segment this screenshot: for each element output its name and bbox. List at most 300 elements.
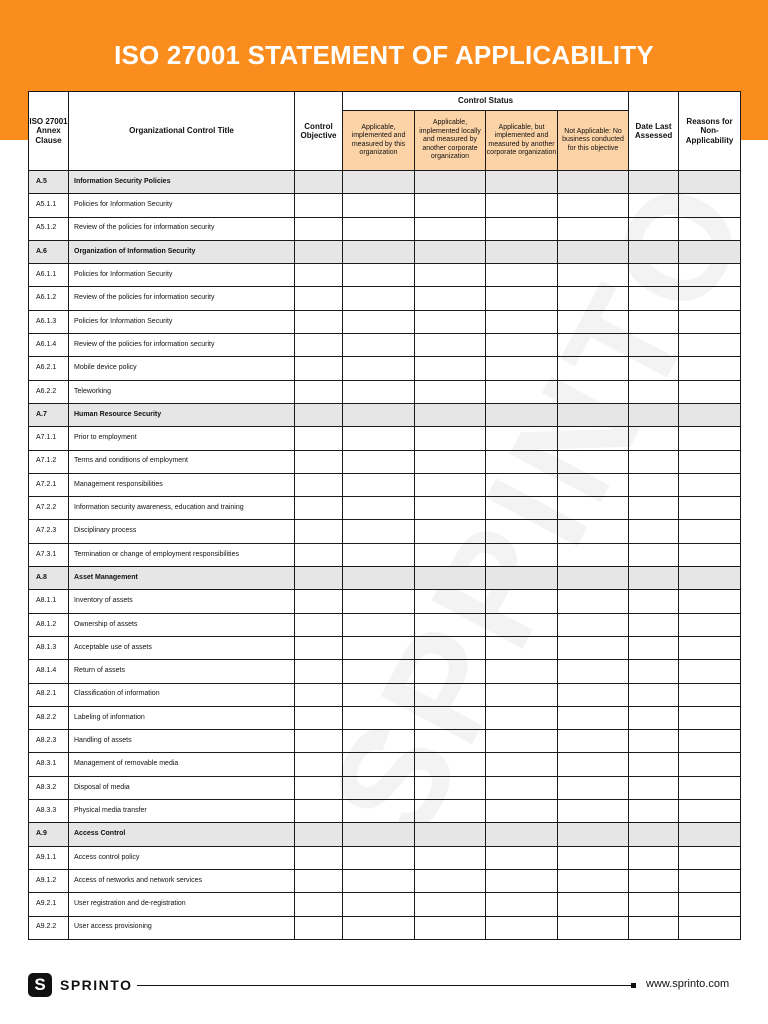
status-4-cell[interactable] [558,264,629,287]
control-title-cell: Policies for Information Security [69,194,295,217]
status-2-cell[interactable] [415,450,486,473]
section-row [29,240,741,263]
status-2-cell[interactable] [415,869,486,892]
reason-cell[interactable] [679,473,741,496]
status-3-cell[interactable] [486,823,558,846]
status-1-cell[interactable] [343,590,415,613]
status-1-cell[interactable] [343,916,415,939]
sprinto-logo: S [28,973,52,997]
status-2-cell[interactable] [415,636,486,659]
date-cell[interactable] [629,334,679,357]
table-row [29,683,741,706]
table-row [29,590,741,613]
status-3-cell[interactable] [486,543,558,566]
control-title-cell: Policies for Information Security [69,264,295,287]
objective-cell[interactable] [295,380,343,403]
objective-cell[interactable] [295,543,343,566]
status-3-cell[interactable] [486,194,558,217]
clause-cell: A7.2.2 [29,497,69,520]
control-title-cell: User registration and de-registration [69,893,295,916]
status-3-cell[interactable] [486,380,558,403]
status-1-cell[interactable] [343,497,415,520]
clause-cell: A.6 [29,240,69,263]
status-2-cell[interactable] [415,427,486,450]
table-row [29,706,741,729]
table-body [29,171,741,940]
date-cell[interactable] [629,171,679,194]
status-3-cell[interactable] [486,240,558,263]
reason-cell[interactable] [679,520,741,543]
status-4-cell[interactable] [558,543,629,566]
status-3-cell[interactable] [486,869,558,892]
status-3-cell[interactable] [486,473,558,496]
reason-cell[interactable] [679,567,741,590]
objective-cell[interactable] [295,869,343,892]
status-3-cell[interactable] [486,660,558,683]
status-2-cell[interactable] [415,753,486,776]
date-cell[interactable] [629,683,679,706]
status-1-cell[interactable] [343,660,415,683]
control-title-cell: Labeling of information [69,706,295,729]
date-cell[interactable] [629,357,679,380]
status-option-4: Not Applicable: No business conducted for this objective [558,111,629,171]
status-4-cell[interactable] [558,683,629,706]
date-cell[interactable] [629,706,679,729]
control-title-cell: Review of the policies for information security [69,287,295,310]
clause-cell: A6.1.2 [29,287,69,310]
clause-cell: A8.2.2 [29,706,69,729]
clause-cell: A5.1.1 [29,194,69,217]
date-cell[interactable] [629,403,679,426]
status-1-cell[interactable] [343,683,415,706]
status-1-cell[interactable] [343,893,415,916]
status-4-cell[interactable] [558,590,629,613]
objective-cell[interactable] [295,310,343,333]
reason-cell[interactable] [679,427,741,450]
status-2-cell[interactable] [415,171,486,194]
reason-cell[interactable] [679,660,741,683]
date-cell[interactable] [629,660,679,683]
objective-cell[interactable] [295,683,343,706]
table-row [29,893,741,916]
clause-cell: A8.1.1 [29,590,69,613]
reason-cell[interactable] [679,543,741,566]
status-1-cell[interactable] [343,543,415,566]
reason-cell[interactable] [679,590,741,613]
status-4-cell[interactable] [558,730,629,753]
reason-cell[interactable] [679,310,741,333]
status-option-1: Applicable, implemented and measured by this organization [343,111,415,171]
status-4-cell[interactable] [558,287,629,310]
status-3-cell[interactable] [486,497,558,520]
status-1-cell[interactable] [343,171,415,194]
status-3-cell[interactable] [486,730,558,753]
date-cell[interactable] [629,240,679,263]
table-row [29,427,741,450]
control-title-cell: Policies for Information Security [69,310,295,333]
status-1-cell[interactable] [343,613,415,636]
objective-cell[interactable] [295,403,343,426]
objective-cell[interactable] [295,636,343,659]
status-4-cell[interactable] [558,706,629,729]
reason-cell[interactable] [679,846,741,869]
status-2-cell[interactable] [415,567,486,590]
status-3-cell[interactable] [486,217,558,240]
status-1-cell[interactable] [343,473,415,496]
status-4-cell[interactable] [558,310,629,333]
status-3-cell[interactable] [486,893,558,916]
status-4-cell[interactable] [558,520,629,543]
status-4-cell[interactable] [558,450,629,473]
objective-cell[interactable] [295,846,343,869]
objective-cell[interactable] [295,334,343,357]
objective-cell[interactable] [295,753,343,776]
date-cell[interactable] [629,613,679,636]
reason-cell[interactable] [679,753,741,776]
control-title-cell: Prior to employment [69,427,295,450]
table-row [29,846,741,869]
control-title-cell: Organization of Information Security [69,240,295,263]
objective-cell[interactable] [295,776,343,799]
control-title-cell: User access provisioning [69,916,295,939]
date-cell[interactable] [629,567,679,590]
reason-cell[interactable] [679,497,741,520]
status-3-cell[interactable] [486,636,558,659]
date-cell[interactable] [629,427,679,450]
control-title-cell: Mobile device policy [69,357,295,380]
clause-cell: A8.1.3 [29,636,69,659]
date-cell[interactable] [629,823,679,846]
section-row [29,823,741,846]
status-1-cell[interactable] [343,776,415,799]
control-title-cell: Return of assets [69,660,295,683]
status-4-cell[interactable] [558,403,629,426]
status-1-cell[interactable] [343,636,415,659]
status-2-cell[interactable] [415,357,486,380]
status-4-cell[interactable] [558,660,629,683]
reason-cell[interactable] [679,613,741,636]
objective-cell[interactable] [295,497,343,520]
header-clause: ISO 27001 Annex Clause [29,92,69,171]
status-1-cell[interactable] [343,800,415,823]
status-2-cell[interactable] [415,334,486,357]
control-title-cell: Acceptable use of assets [69,636,295,659]
status-4-cell[interactable] [558,427,629,450]
objective-cell[interactable] [295,427,343,450]
footer-divider-end [631,983,636,988]
reason-cell[interactable] [679,287,741,310]
objective-cell[interactable] [295,660,343,683]
status-2-cell[interactable] [415,473,486,496]
status-1-cell[interactable] [343,846,415,869]
objective-cell[interactable] [295,287,343,310]
status-1-cell[interactable] [343,706,415,729]
status-1-cell[interactable] [343,450,415,473]
reason-cell[interactable] [679,403,741,426]
date-cell[interactable] [629,473,679,496]
status-3-cell[interactable] [486,427,558,450]
date-cell[interactable] [629,800,679,823]
objective-cell[interactable] [295,730,343,753]
status-1-cell[interactable] [343,869,415,892]
status-4-cell[interactable] [558,846,629,869]
status-2-cell[interactable] [415,683,486,706]
status-4-cell[interactable] [558,869,629,892]
status-4-cell[interactable] [558,613,629,636]
table-row [29,473,741,496]
date-cell[interactable] [629,520,679,543]
objective-cell[interactable] [295,194,343,217]
clause-cell: A6.2.2 [29,380,69,403]
status-2-cell[interactable] [415,240,486,263]
status-1-cell[interactable] [343,310,415,333]
objective-cell[interactable] [295,590,343,613]
date-cell[interactable] [629,590,679,613]
control-title-cell: Management of removable media [69,753,295,776]
objective-cell[interactable] [295,264,343,287]
reason-cell[interactable] [679,264,741,287]
objective-cell[interactable] [295,893,343,916]
date-cell[interactable] [629,217,679,240]
control-title-cell: Classification of information [69,683,295,706]
status-1-cell[interactable] [343,730,415,753]
table-row [29,753,741,776]
date-cell[interactable] [629,380,679,403]
date-cell[interactable] [629,543,679,566]
date-cell[interactable] [629,310,679,333]
objective-cell[interactable] [295,916,343,939]
status-2-cell[interactable] [415,497,486,520]
clause-cell: A7.1.2 [29,450,69,473]
clause-cell: A8.1.4 [29,660,69,683]
clause-cell: A8.3.3 [29,800,69,823]
status-2-cell[interactable] [415,217,486,240]
control-title-cell: Management responsibilities [69,473,295,496]
status-4-cell[interactable] [558,194,629,217]
status-4-cell[interactable] [558,776,629,799]
reason-cell[interactable] [679,869,741,892]
status-4-cell[interactable] [558,217,629,240]
status-3-cell[interactable] [486,613,558,636]
objective-cell[interactable] [295,171,343,194]
status-1-cell[interactable] [343,334,415,357]
table-row [29,543,741,566]
status-2-cell[interactable] [415,520,486,543]
status-2-cell[interactable] [415,194,486,217]
table-row [29,334,741,357]
status-3-cell[interactable] [486,403,558,426]
control-title-cell: Access Control [69,823,295,846]
control-title-cell: Disposal of media [69,776,295,799]
status-4-cell[interactable] [558,753,629,776]
status-4-cell[interactable] [558,916,629,939]
status-3-cell[interactable] [486,916,558,939]
status-2-cell[interactable] [415,730,486,753]
status-1-cell[interactable] [343,264,415,287]
status-1-cell[interactable] [343,567,415,590]
table-row [29,217,741,240]
status-3-cell[interactable] [486,310,558,333]
date-cell[interactable] [629,264,679,287]
date-cell[interactable] [629,497,679,520]
reason-cell[interactable] [679,706,741,729]
date-cell[interactable] [629,287,679,310]
status-3-cell[interactable] [486,334,558,357]
reason-cell[interactable] [679,240,741,263]
clause-cell: A.5 [29,171,69,194]
objective-cell[interactable] [295,520,343,543]
status-3-cell[interactable] [486,567,558,590]
status-2-cell[interactable] [415,310,486,333]
reason-cell[interactable] [679,380,741,403]
clause-cell: A6.1.1 [29,264,69,287]
status-2-cell[interactable] [415,893,486,916]
reason-cell[interactable] [679,636,741,659]
date-cell[interactable] [629,730,679,753]
status-2-cell[interactable] [415,823,486,846]
objective-cell[interactable] [295,800,343,823]
status-1-cell[interactable] [343,240,415,263]
status-3-cell[interactable] [486,800,558,823]
date-cell[interactable] [629,753,679,776]
status-1-cell[interactable] [343,194,415,217]
reason-cell[interactable] [679,893,741,916]
table-row [29,357,741,380]
status-4-cell[interactable] [558,823,629,846]
status-3-cell[interactable] [486,776,558,799]
date-cell[interactable] [629,893,679,916]
status-3-cell[interactable] [486,171,558,194]
reason-cell[interactable] [679,450,741,473]
status-4-cell[interactable] [558,380,629,403]
reason-cell[interactable] [679,171,741,194]
date-cell[interactable] [629,776,679,799]
status-1-cell[interactable] [343,403,415,426]
date-cell[interactable] [629,869,679,892]
status-3-cell[interactable] [486,706,558,729]
status-1-cell[interactable] [343,357,415,380]
reason-cell[interactable] [679,683,741,706]
clause-cell: A8.1.2 [29,613,69,636]
control-title-cell: Termination or change of employment responsibilities [69,543,295,566]
clause-cell: A7.2.1 [29,473,69,496]
status-1-cell[interactable] [343,287,415,310]
control-title-cell: Asset Management [69,567,295,590]
status-4-cell[interactable] [558,567,629,590]
table-row [29,310,741,333]
reason-cell[interactable] [679,730,741,753]
status-4-cell[interactable] [558,334,629,357]
status-2-cell[interactable] [415,776,486,799]
table-row [29,660,741,683]
status-2-cell[interactable] [415,660,486,683]
status-1-cell[interactable] [343,753,415,776]
status-3-cell[interactable] [486,683,558,706]
status-1-cell[interactable] [343,823,415,846]
status-2-cell[interactable] [415,543,486,566]
reason-cell[interactable] [679,194,741,217]
status-3-cell[interactable] [486,590,558,613]
date-cell[interactable] [629,194,679,217]
status-2-cell[interactable] [415,800,486,823]
table-row [29,380,741,403]
date-cell[interactable] [629,636,679,659]
clause-cell: A7.2.3 [29,520,69,543]
status-2-cell[interactable] [415,403,486,426]
table-row [29,916,741,939]
date-cell[interactable] [629,846,679,869]
objective-cell[interactable] [295,357,343,380]
date-cell[interactable] [629,450,679,473]
reason-cell[interactable] [679,800,741,823]
objective-cell[interactable] [295,473,343,496]
reason-cell[interactable] [679,916,741,939]
status-3-cell[interactable] [486,287,558,310]
status-2-cell[interactable] [415,590,486,613]
status-1-cell[interactable] [343,217,415,240]
control-title-cell: Review of the policies for information security [69,334,295,357]
status-3-cell[interactable] [486,520,558,543]
footer-divider [137,985,633,986]
status-4-cell[interactable] [558,800,629,823]
status-2-cell[interactable] [415,613,486,636]
objective-cell[interactable] [295,567,343,590]
objective-cell[interactable] [295,450,343,473]
objective-cell[interactable] [295,706,343,729]
reason-cell[interactable] [679,823,741,846]
clause-cell: A9.1.2 [29,869,69,892]
status-3-cell[interactable] [486,450,558,473]
status-4-cell[interactable] [558,497,629,520]
status-1-cell[interactable] [343,427,415,450]
reason-cell[interactable] [679,776,741,799]
status-4-cell[interactable] [558,893,629,916]
status-2-cell[interactable] [415,287,486,310]
reason-cell[interactable] [679,357,741,380]
reason-cell[interactable] [679,334,741,357]
reason-cell[interactable] [679,217,741,240]
objective-cell[interactable] [295,613,343,636]
status-2-cell[interactable] [415,264,486,287]
table-row [29,636,741,659]
status-2-cell[interactable] [415,916,486,939]
status-2-cell[interactable] [415,706,486,729]
status-4-cell[interactable] [558,240,629,263]
status-3-cell[interactable] [486,753,558,776]
status-3-cell[interactable] [486,357,558,380]
date-cell[interactable] [629,916,679,939]
status-option-3: Applicable, but implemented and measured by another corporate organization [486,111,558,171]
status-4-cell[interactable] [558,636,629,659]
clause-cell: A8.3.1 [29,753,69,776]
status-4-cell[interactable] [558,357,629,380]
table-row [29,613,741,636]
status-4-cell[interactable] [558,171,629,194]
objective-cell[interactable] [295,217,343,240]
table-row [29,730,741,753]
objective-cell[interactable] [295,240,343,263]
status-2-cell[interactable] [415,380,486,403]
status-1-cell[interactable] [343,520,415,543]
status-3-cell[interactable] [486,846,558,869]
status-1-cell[interactable] [343,380,415,403]
status-3-cell[interactable] [486,264,558,287]
footer-url[interactable]: www.sprinto.com [646,978,730,990]
control-title-cell: Access of networks and network services [69,869,295,892]
objective-cell[interactable] [295,823,343,846]
status-2-cell[interactable] [415,846,486,869]
status-4-cell[interactable] [558,473,629,496]
